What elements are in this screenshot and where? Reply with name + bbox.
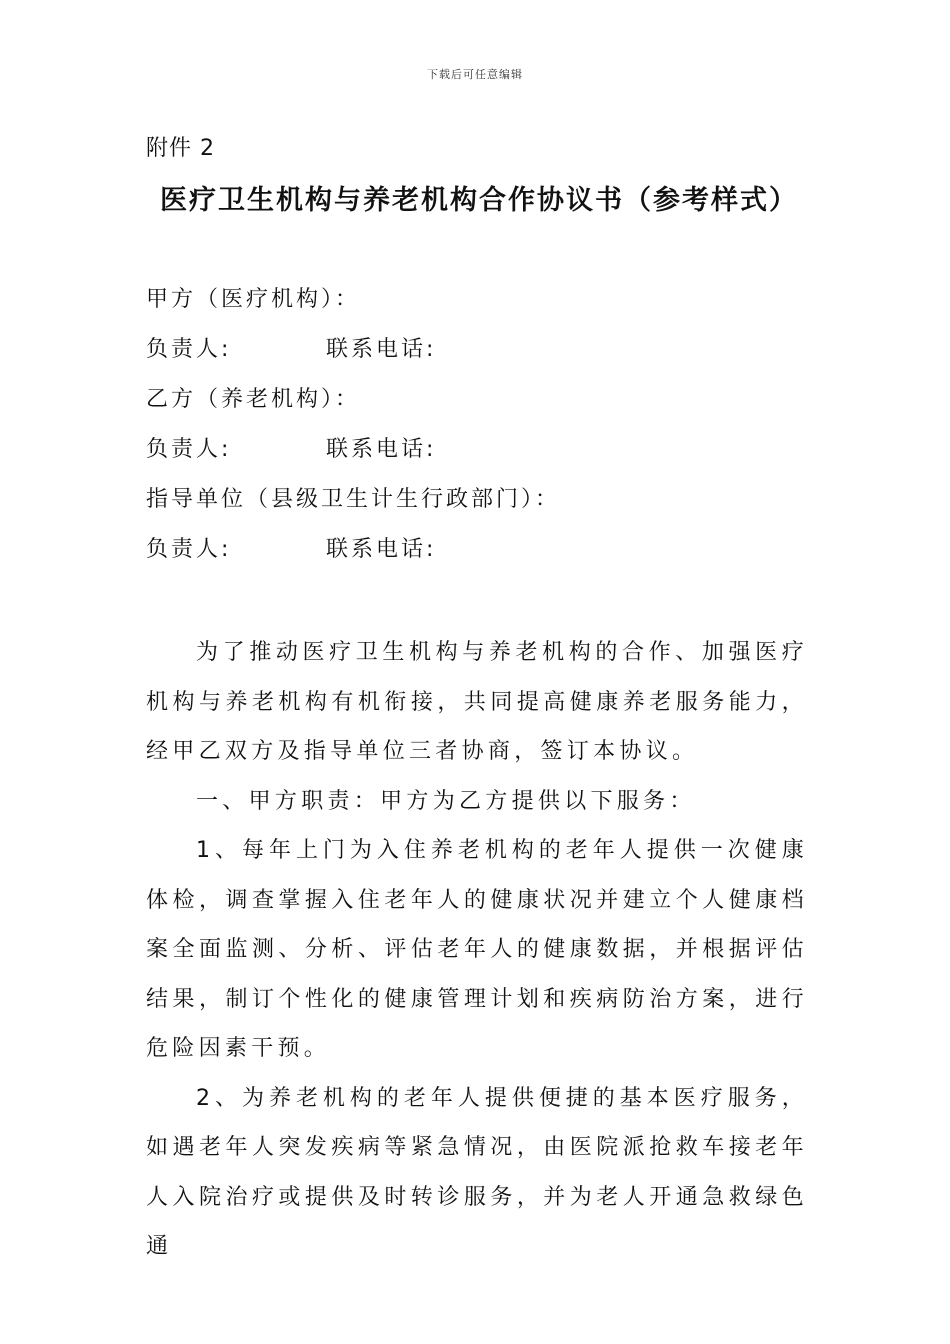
- agreement-body: [146, 628, 808, 1272]
- intro-paragraph: 为了推动医疗卫生机构与养老机构的合作、加强医疗机构与养老机构有机衔接，共同提高健康养老服务能力，经甲乙双方及指导单位三者协商，签订本协议。: [146, 640, 808, 764]
- party-a-line: [146, 283, 826, 333]
- item-1-paragraph: 1、每年上门为入住养老机构的老年人提供一次健康体检，调查掌握入住老年人的健康状况并建立个人健康档案全面监测、分析、评估老年人的健康数据，并根据评估结果，制订个性化的健康管理计划和疾病防治方案，进行危险因素干预。: [146, 838, 808, 1061]
- party-a-contact-line: [146, 333, 826, 383]
- document-title: 医疗卫生机构与养老机构合作协议书（参考样式）: [160, 185, 798, 216]
- party-info-block: [146, 283, 826, 583]
- section-1-heading: 一、甲方职责：甲方为乙方提供以下服务：: [196, 788, 696, 814]
- party-b-phone-label: 联系电话:: [326, 437, 437, 462]
- guide-unit-label: 指导单位（县级卫生计生行政部门）：: [146, 487, 561, 512]
- party-a-person-label: 负责人:: [146, 337, 232, 362]
- party-a-label: 甲方（医疗机构）：: [146, 287, 361, 312]
- attachment-label: 附件 2: [146, 136, 215, 161]
- party-a-phone-label: 联系电话:: [326, 337, 437, 362]
- item-2-paragraph: 2、为养老机构的老年人提供便捷的基本医疗服务，如遇老年人突发疾病等紧急情况，由医院派抢救车接老年人入院治疗或提供及时转诊服务，并为老人开通急救绿色通: [146, 1085, 808, 1259]
- party-b-label: 乙方（养老机构）：: [146, 387, 361, 412]
- party-b-line: [146, 383, 826, 433]
- guide-unit-contact-line: [146, 533, 826, 583]
- party-b-person-label: 负责人:: [146, 437, 232, 462]
- header-note: 下载后可任意编辑: [427, 68, 523, 81]
- party-b-contact-line: [146, 433, 826, 483]
- guide-person-label: 负责人:: [146, 537, 232, 562]
- guide-unit-line: [146, 483, 826, 533]
- guide-phone-label: 联系电话:: [326, 537, 437, 562]
